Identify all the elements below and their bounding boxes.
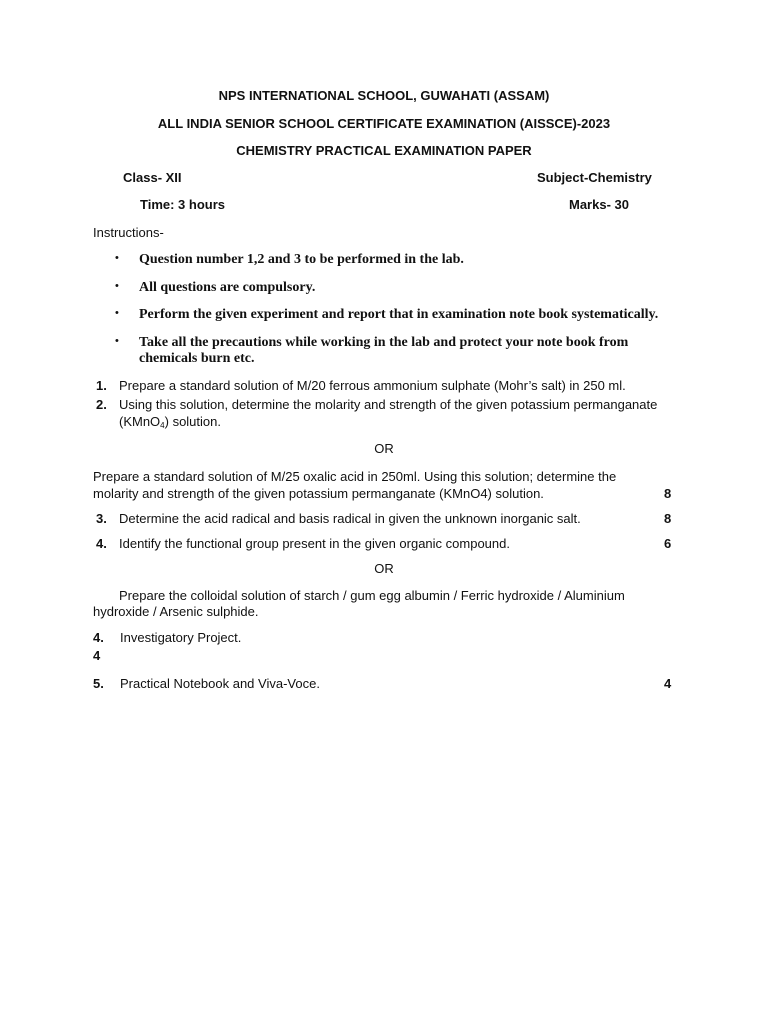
class-label: Class- XII (123, 170, 182, 185)
time-label: Time: 3 hours (140, 197, 226, 212)
instruction-text: Question number 1,2 and 3 to be performed in the lab. (139, 252, 464, 267)
question-marks: 4 (664, 676, 672, 691)
instruction-text: Take all the precautions while working in the lab and protect your note book from (139, 335, 629, 350)
question-number: 4. (96, 536, 107, 551)
alternative-question-text: Prepare the colloidal solution of starch / gum egg albumin / Ferric hydroxide / Aluminium (119, 588, 625, 603)
subject-label: Subject-Chemistry (537, 170, 652, 185)
or-divider: OR (374, 441, 394, 456)
instructions-title: Instructions- (93, 225, 164, 240)
school-name: NPS INTERNATIONAL SCHOOL, GUWAHATI (ASSAM) (218, 88, 550, 103)
question-text: Practical Notebook and Viva-Voce. (120, 676, 320, 691)
question-text: Prepare a standard solution of M/20 ferrous ammonium sulphate (Mohr’s salt) in 250 ml. (119, 378, 626, 393)
question-text: Investigatory Project. (120, 630, 242, 645)
marks-label: Marks- 30 (569, 197, 629, 212)
or-divider: OR (374, 561, 394, 576)
question-marks: 4 (93, 648, 101, 663)
question-text: Using this solution, determine the molarity and strength of the given potassium permanganate (119, 397, 658, 412)
bullet-icon: • (115, 335, 119, 347)
question-number: 3. (96, 511, 107, 526)
instruction-text: Perform the given experiment and report that in examination note book systematically. (139, 307, 659, 322)
bullet-icon: • (115, 252, 119, 264)
alternative-question-text-continued: molarity and strength of the given potassium permanganate (KMnO4) solution. (93, 486, 544, 501)
question-text: Determine the acid radical and basis radical in given the unknown inorganic salt. (119, 511, 581, 526)
question-number: 4. (93, 630, 104, 645)
question-number: 2. (96, 397, 107, 412)
bullet-icon: • (115, 280, 119, 292)
paper-title: CHEMISTRY PRACTICAL EXAMINATION PAPER (236, 143, 532, 158)
question-text: Identify the functional group present in the given organic compound. (119, 536, 510, 551)
question-number: 5. (93, 676, 104, 691)
instruction-text-continued: chemicals burn etc. (139, 351, 255, 366)
question-text-continued: (KMnO$_4$) solution. (119, 414, 221, 430)
question-number: 1. (96, 378, 107, 393)
instruction-text: All questions are compulsory. (139, 280, 316, 295)
question-marks: 8 (664, 486, 672, 501)
exam-title: ALL INDIA SENIOR SCHOOL CERTIFICATE EXAMINATION (AISSCE)-2023 (157, 116, 611, 131)
alternative-question-text: Prepare a standard solution of M/25 oxalic acid in 250ml. Using this solution; determine the (93, 469, 617, 484)
bullet-icon: • (115, 307, 119, 319)
question-marks: 6 (664, 536, 672, 551)
alternative-question-text-continued: hydroxide / Arsenic sulphide. (93, 604, 259, 619)
question-marks: 8 (664, 511, 672, 526)
